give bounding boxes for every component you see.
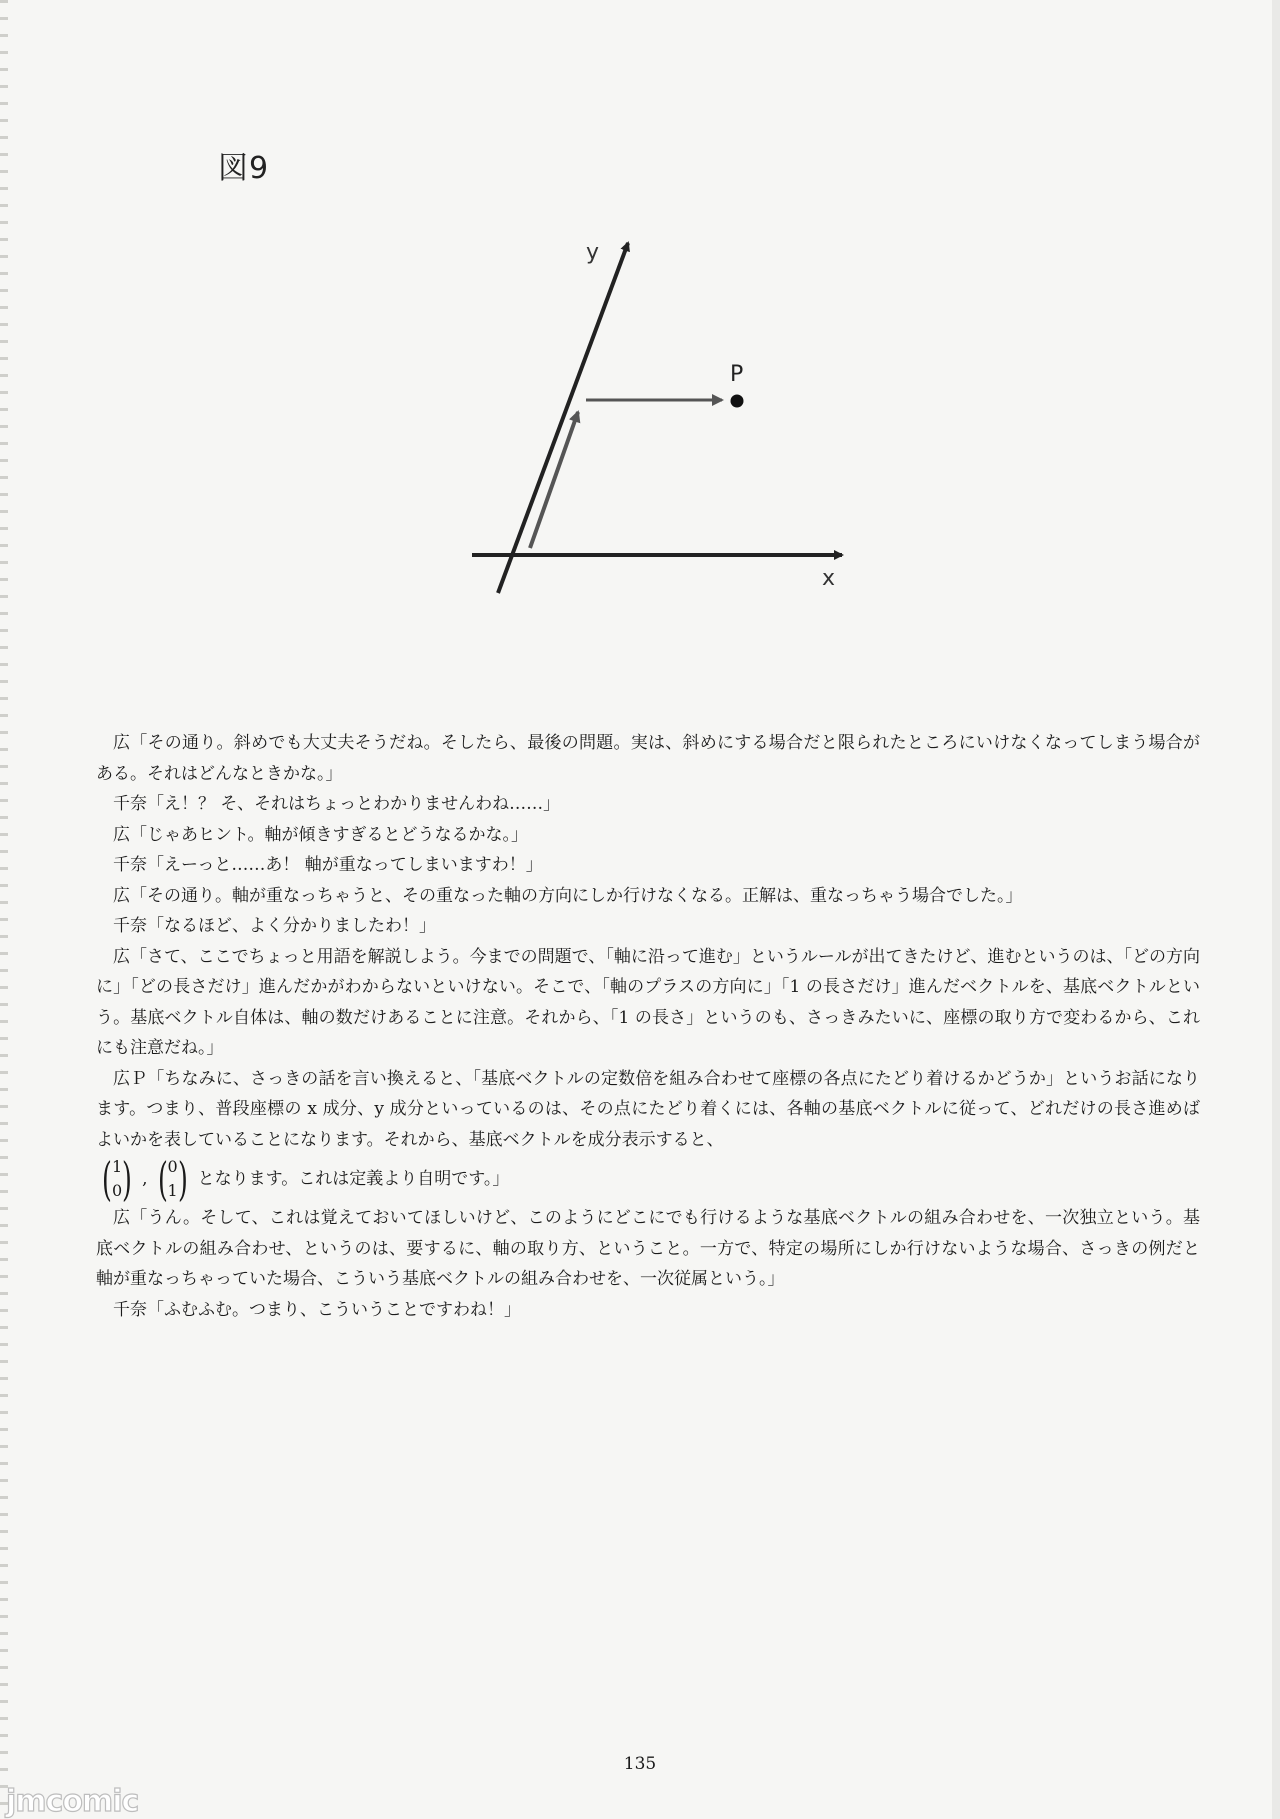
paragraph: 広「その通り。軸が重なっちゃうと、その重なった軸の方向にしか行けなくなる。正解は、重なっちゃう場合でした。」 (113, 885, 1023, 906)
matrix-entry: 0 (111, 1181, 123, 1200)
y-axis-label: y (586, 240, 600, 265)
paragraph: 広「うん。そして、これは覚えておいてほしいけど、このようにどこにでも行けるような基底ベクトルの組み合わせを、一次独立という。基底ベクトルの組み合わせ、というのは、要するに、軸の取り方、ということ。一方で、特定の場所にしか行けないような場合、さっきの例だと軸が重なっちゃっていた場合、こういう基底ベクトルの組み合わせを、一次従属という。」 (96, 1208, 1200, 1289)
matrix-entry: 1 (167, 1181, 178, 1200)
figure-title: 図9 (218, 151, 270, 186)
paragraph: 広「じゃあヒント。軸が傾きすぎるとどうなるかな。」 (113, 824, 528, 845)
matrix-comma: , (142, 1168, 148, 1189)
point-p (731, 395, 744, 408)
paragraph: 広Ｐ「ちなみに、さっきの話を言い換えると、「基底ベクトルの定数倍を組み合わせて座標の各点にたどり着けるかどうか」というお話になります。つまり、普段座標の x 成分、y 成分といっているのは、その点にたどり着くには、各軸の基底ベクトルに従って、どれだけの長さ進めばよいかを表していることになります。それから、基底ベクトルを成分表示すると、 (96, 1068, 1200, 1150)
paragraph: 千奈「ふむふむ。つまり、こういうことですわね！」 (113, 1299, 521, 1320)
page-number: 135 (623, 1754, 657, 1774)
matrix-entry: 0 (167, 1157, 178, 1176)
paragraph: 千奈「なるほど、よく分かりましたわ！」 (113, 916, 436, 936)
matrix-line (96, 1152, 1200, 1206)
basis-vector-1-matrix: ( 1 0 ) (102, 1152, 133, 1206)
paragraph: 千奈「えーっと……あ！ 軸が重なってしまいますわ！」 (113, 855, 543, 875)
paragraph: 広「その通り。斜めでも大丈夫そうだね。そしたら、最後の問題。実は、斜めにする場合だと限られたところにいけなくなってしまう場合がある。それはどんなときかな。」 (96, 733, 1200, 784)
basis-vector-2-matrix: ( 0 1 ) (157, 1152, 188, 1206)
matrix-entry: 1 (111, 1157, 123, 1176)
x-axis-label: x (822, 566, 836, 591)
dialogue-text (96, 728, 1200, 1325)
point-p-label: P (730, 362, 744, 387)
paragraph: 広「さて、ここでちょっと用語を解説しよう。今までの問題で、「軸に沿って進む」というルールが出てきたけど、進むというのは、「どの方向に」「どの長さだけ」進んだかがわからないといけない。そこで、「軸のプラスの方向に」「1 の長さだけ」進んだベクトルを、基底ベクトルという。基底ベクトル自体は、軸の数だけあることに注意。それから、「1 の長さ」というのも、さっきみたいに、座標の取り方で変わるから、これにも注意だね。」 (96, 946, 1200, 1058)
figure-diagram (0, 0, 1280, 640)
basis-vector-y (530, 412, 578, 548)
matrix-trailing-text: となります。これは定義より自明です。」 (197, 1168, 510, 1189)
watermark-logo: jmcomic (6, 1784, 139, 1819)
y-axis (498, 243, 628, 593)
paragraph: 千奈「え！？ そ、それはちょっとわかりませんわね……」 (113, 794, 561, 814)
